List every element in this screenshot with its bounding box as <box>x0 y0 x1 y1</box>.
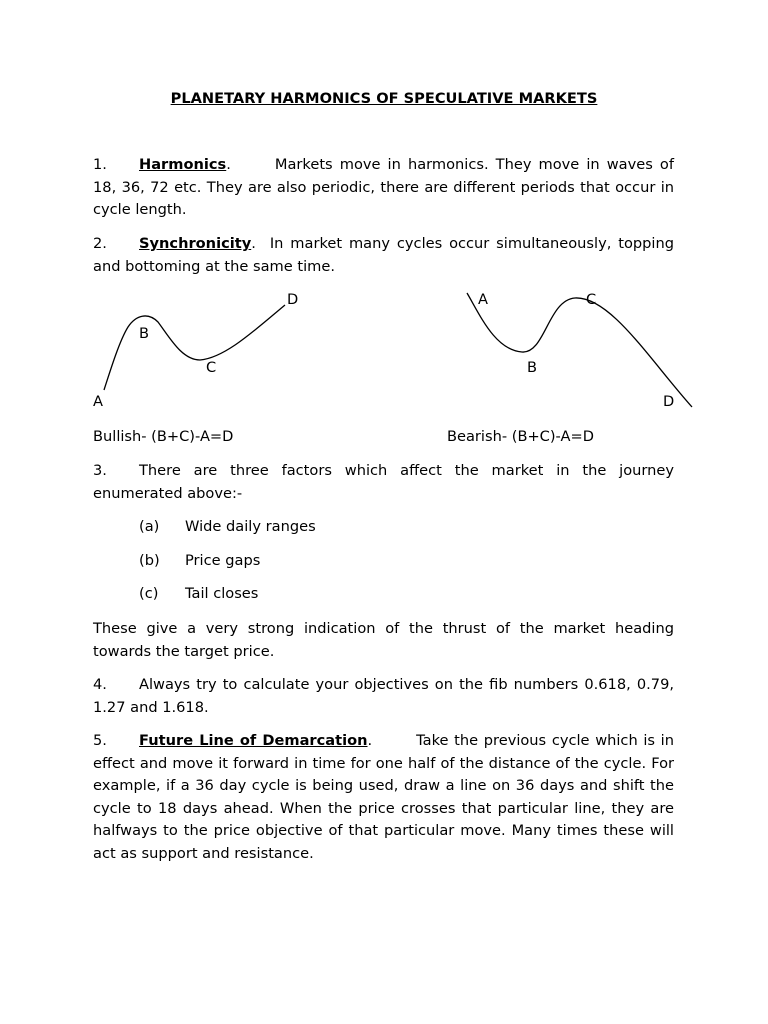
section-heading: Synchronicity <box>139 235 252 252</box>
section-factors <box>93 460 674 505</box>
list-item <box>139 516 316 539</box>
list-item-label: (c) <box>139 585 159 602</box>
bearish-point-b: B <box>527 359 538 376</box>
list-item-label: (a) <box>139 518 160 535</box>
factors-note: These give a very strong indication of the thrust of the market heading towards the target price. <box>93 620 674 660</box>
section-number: 4. <box>93 676 107 693</box>
heading-punct: . <box>251 235 256 252</box>
list-item-text: Tail closes <box>185 585 259 602</box>
bullish-point-c: C <box>206 359 217 376</box>
section-number: 3. <box>93 462 107 479</box>
heading-punct: . <box>367 732 373 749</box>
section-text: Always try to calculate your objectives on the fib numbers 0.618, 0.79, 1.27 and 1.618. <box>93 676 674 716</box>
section-number: 5. <box>93 732 107 749</box>
bullish-formula: Bullish- (B+C)-A=D <box>93 428 234 445</box>
bearish-point-d: D <box>663 393 675 410</box>
section-text: Markets move in harmonics. They move in waves of 18, 36, 72 etc. They are also periodic, there are different periods that occur in cycle length. <box>93 156 674 218</box>
section-text: In market many cycles occur simultaneously, topping and bottoming at the same time. <box>93 235 674 275</box>
section-text: There are three factors which affect the market in the journey enumerated above:- <box>93 462 674 502</box>
section-heading: Future Line of Demarcation <box>139 732 368 749</box>
bullish-curve <box>104 305 285 390</box>
bearish-point-a: A <box>478 291 488 308</box>
section-text: Take the previous cycle which is in effect and move it forward in time for one half of the distance of the cycle. For example, if a 36 day cycle is being used, draw a line on 36 days and shift the cycle to 18 days ahead. When the price crosses that particular line, they are halfways to the price objective of that particular move. Many times these will act as support and resistance. <box>93 732 674 862</box>
bullish-point-b: B <box>139 325 150 342</box>
bullish-point-d: D <box>287 291 299 308</box>
bearish-point-c: C <box>586 291 597 308</box>
section-number: 2. <box>93 235 107 252</box>
bullish-point-a: A <box>93 393 103 410</box>
section-number: 1. <box>93 156 107 173</box>
list-item <box>139 583 258 606</box>
page-title: PLANETARY HARMONICS OF SPECULATIVE MARKETS <box>170 90 598 107</box>
section-fib-objectives <box>93 674 674 719</box>
heading-punct: . <box>226 156 231 173</box>
list-item <box>139 550 260 573</box>
list-item-text: Wide daily ranges <box>185 518 316 535</box>
bearish-formula: Bearish- (B+C)-A=D <box>447 428 594 445</box>
list-item-text: Price gaps <box>185 552 261 569</box>
section-heading: Harmonics <box>139 156 227 173</box>
section-future-line-of-demarcation <box>93 730 674 865</box>
bearish-curve <box>467 293 692 407</box>
list-item-label: (b) <box>139 552 160 569</box>
